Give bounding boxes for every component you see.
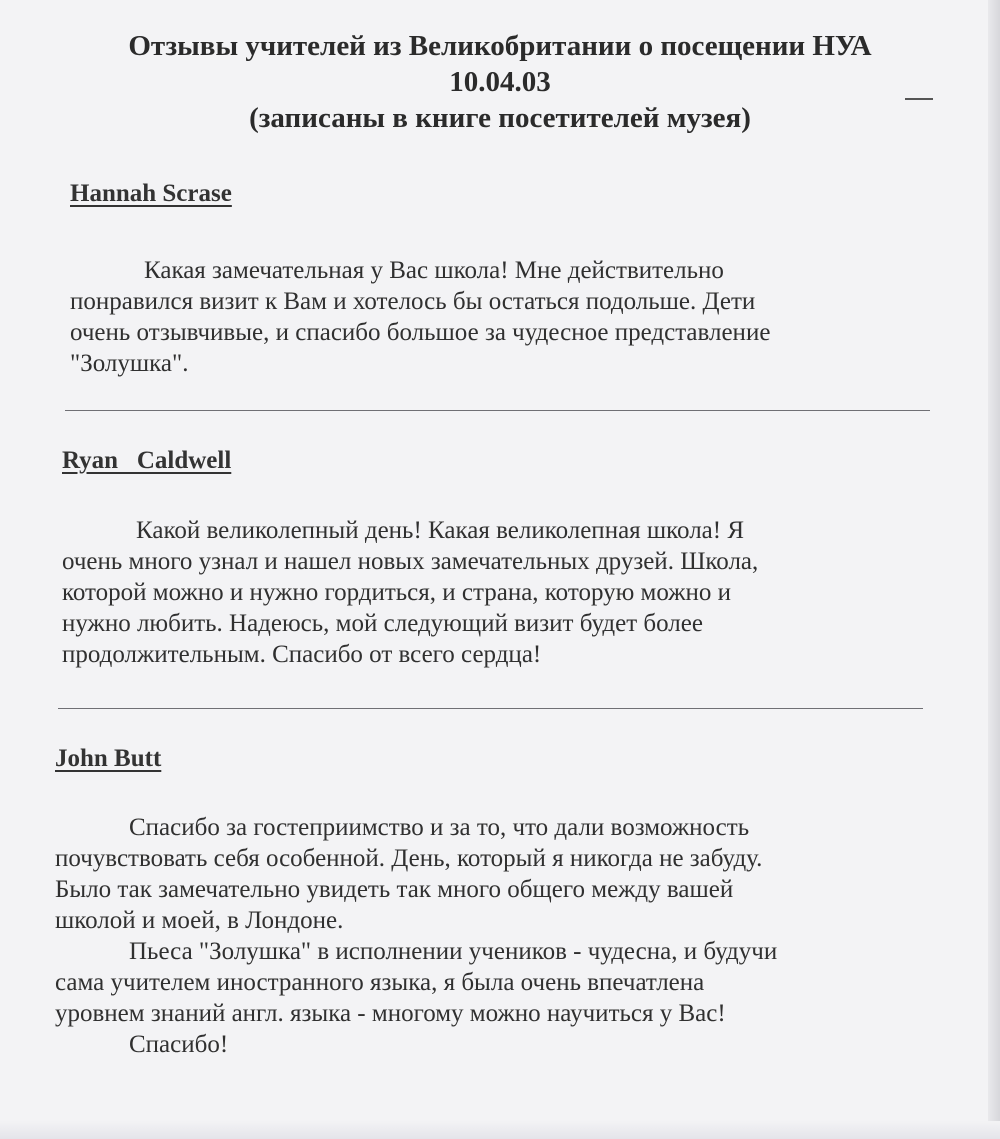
text-line: очень отзывчивые, и спасибо большое за чудесное представление [70,319,771,346]
document-title [0,28,1000,136]
text-line: Спасибо! [129,1031,229,1058]
text-line: "Золушка". [70,350,189,377]
text-line: очень много узнал и нашел новых замечательных друзей. Школа, [62,548,759,575]
text-line: понравился визит к Вам и хотелось бы остаться подольше. Дети [70,288,756,315]
text-line: Пьеса "Золушка" в исполнении учеников - чудесна, и будучи [129,938,778,965]
title-subtitle: (записаны в книге посетителей музея) [249,102,751,134]
title-date: 10.04.03 [449,66,551,98]
reviewer-name: Ryan Caldwell [62,447,232,474]
text-line: нужно любить. Надеюсь, мой следующий визит будет более [62,610,703,637]
title-line-1: Отзывы учителей из Великобритании о посещении НУА [128,30,872,62]
reviewer-name: Hannah Scrase [70,180,232,207]
text-line: Спасибо за гостеприимство и за то, что дали возможность [129,814,750,841]
text-line: школой и моей, в Лондоне. [55,907,344,934]
text-line: продолжительным. Спасибо от всего сердца! [62,641,542,668]
separator-line [65,410,930,411]
text-line: Какой великолепный день! Какая великолепная школа! Я [136,517,745,544]
reviewer-name: John Butt [55,745,162,772]
text-line: Было так замечательно увидеть так много общего между вашей [55,876,734,903]
text-line: Какая замечательная у Вас школа! Мне действительно [144,257,724,284]
text-line: которой можно и нужно гордиться, и страна, которую можно и [62,579,732,606]
review-text [55,812,915,1060]
text-line: сама учителем иностранного языка, я была очень впечатлена [55,969,705,996]
page-edge-shadow [988,0,1000,1139]
text-line: уровнем знаний англ. языка - многому можно научиться у Вас! [55,1000,726,1027]
review-text [62,515,902,670]
separator-line [58,708,923,709]
page-bottom-shadow [0,1121,1000,1139]
text-line: почувствовать себя особенной. День, который я никогда не забуду. [55,845,763,872]
review-text [70,255,910,379]
